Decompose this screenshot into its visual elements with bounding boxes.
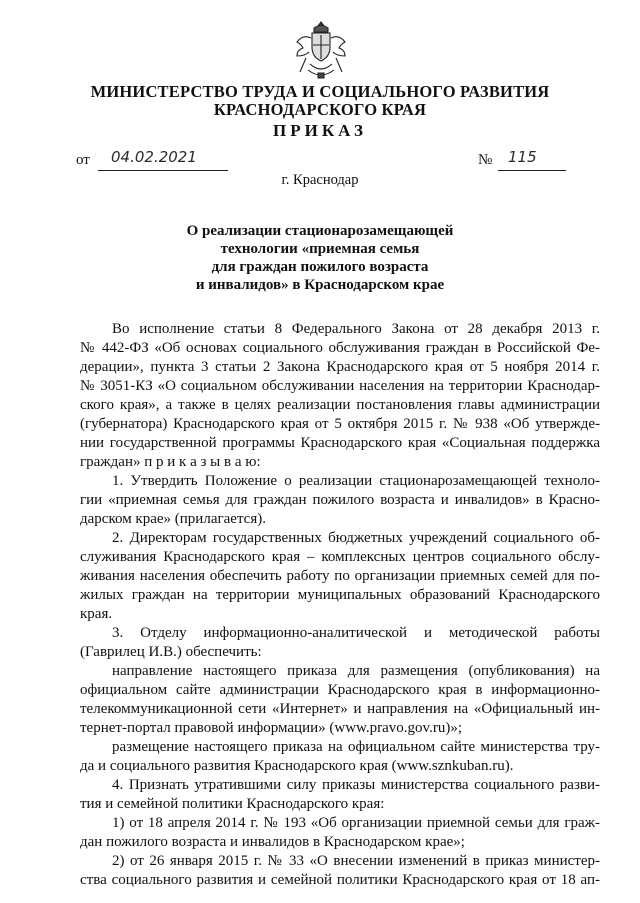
subject-line: технологии «приемная семья [220,241,420,257]
body-line: 1) от 18 апреля 2014 г. № 193 «Об организации приемной семьи для граж- [112,815,600,831]
subject-line: для граждан пожилого возраста [211,259,429,275]
body-line: жилых граждан на территории муниципальных образований Краснодарского [80,587,600,603]
document-type-title: ПРИКАЗ [273,121,367,140]
ministry-name-line2: КРАСНОДАРСКОГО КРАЯ [213,100,427,119]
body-line: нии государственной программы Краснодарского края «Социальная поддержка [80,435,600,451]
body-line: размещение настоящего приказа на официальном сайте министерства тру- [112,739,600,755]
body-line: живания населения обеспечить работу по организации приемных семей для по- [80,568,600,584]
body-line: ского края», а также в целях реализации постановления главы администрации [80,397,600,413]
subject-line: О реализации стационарозамещающей [186,223,454,239]
document-body [80,320,600,890]
body-line: да и социального развития Краснодарского края (www.sznkuban.ru). [80,758,514,774]
body-line: края. [80,606,113,622]
body-line: официальном сайте администрации Краснодарского края в информационно- [80,682,600,698]
body-line: гии «приемная семья для граждан пожилого возраста и инвалидов» в Красно- [80,492,600,508]
body-line: (Гаврилец И.В.) обеспечить: [80,644,262,660]
body-line: граждан» п р и к а з ы в а ю: [80,454,261,470]
number-underline [498,170,566,171]
body-line: ства социального развития и семейной политики Краснодарского края от 18 ап- [80,872,600,888]
body-line: 1. Утвердить Положение о реализации стационарозамещающей техноло- [112,473,600,489]
body-line: 4. Признать утратившими силу приказы министерства социального разви- [112,777,600,793]
number-label: № [478,152,493,168]
number-value-handwritten: 115 [508,148,537,166]
body-line: 2) от 26 января 2015 г. № 33 «О внесении изменений в приказ министер- [112,853,600,869]
body-line: тернет-портал правовой информации» (www.pravo.gov.ru)»; [80,720,462,736]
subject-line: и инвалидов» в Краснодарском крае [195,277,445,293]
body-line: телекоммуникационной сети «Интернет» и направления на «Официальный ин- [80,701,600,717]
ministry-name-line1: МИНИСТЕРСТВО ТРУДА И СОЦИАЛЬНОГО РАЗВИТИЯ [90,82,550,101]
body-line: тия и семейной политики Краснодарского края: [80,796,385,812]
date-value-handwritten: 04.02.2021 [111,148,197,166]
body-line: № 442-ФЗ «Об основах социального обслуживания граждан в Российской Фе- [80,340,600,356]
body-line: (губернатора) Краснодарского края от 5 октября 2015 г. № 938 «Об утвержде- [80,416,600,432]
city-line: г. Краснодар [281,172,359,188]
date-label: от [76,152,90,168]
coat-of-arms-emblem [292,18,350,82]
body-line: Во исполнение статьи 8 Федерального Закона от 28 декабря 2013 г. [112,321,600,337]
body-line: служивания Краснодарского края – комплексных центров социального обслу- [80,549,600,565]
body-line: 3. Отделу информационно-аналитической и методической работы [112,625,600,641]
body-line: дарском крае» (прилагается). [80,511,266,527]
body-line: № 3051-КЗ «О социальном обслуживании населения на территории Краснодар- [80,378,600,394]
body-line: дан пожилого возраста и инвалидов в Краснодарском крае»; [80,834,465,850]
body-line: 2. Директорам государственных бюджетных учреждений социального об- [112,530,600,546]
date-underline [98,170,228,171]
body-line: направление настоящего приказа для размещения (опубликования) на [112,663,600,679]
body-line: дерации», пункта 3 статьи 2 Закона Краснодарского края от 5 ноября 2014 г. [80,359,600,375]
